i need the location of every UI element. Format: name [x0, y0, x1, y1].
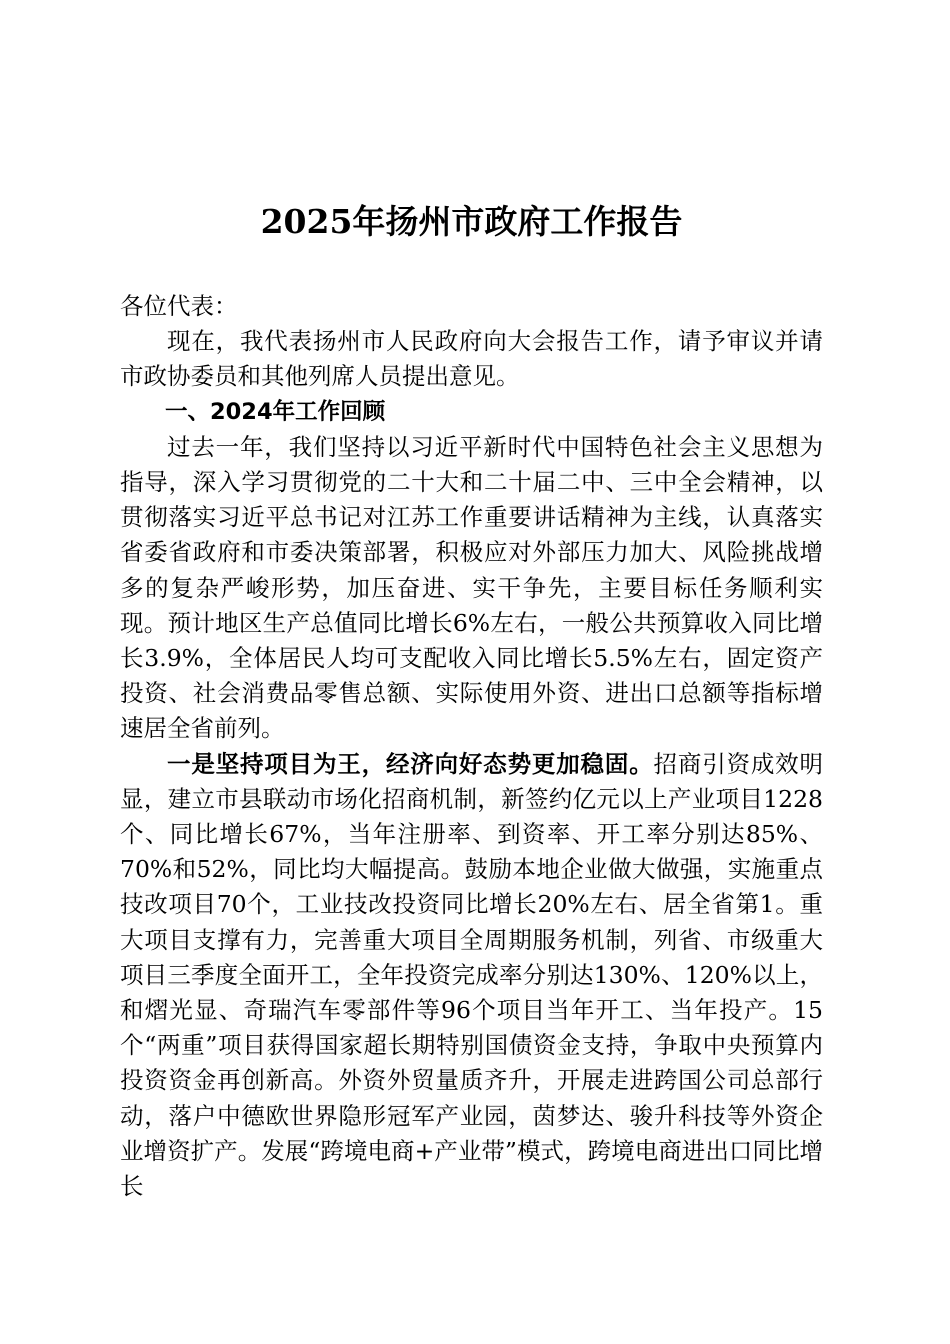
- section-heading: 一、2024年工作回顾: [165, 398, 386, 425]
- salutation: 各位代表：: [120, 292, 238, 320]
- project-paragraph-lead: 一是坚持项目为王，经济向好态势更加稳固。: [167, 749, 654, 778]
- intro-paragraph: 现在，我代表扬州市人民政府向大会报告工作，请予审议并请市政协委员和其他列席人员提出意见。: [120, 327, 823, 391]
- review-paragraph: 过去一年，我们坚持以习近平新时代中国特色社会主义思想为指导，深入学习贯彻党的二十大和二十届二中、三中全会精神，以贯彻落实习近平总书记对江苏工作重要讲话精神为主线，认真落实省委省政府和市委决策部署，积极应对外部压力加大、风险挑战增多的复杂严峻形势，加压奋进、实干争先，主要目标任务顺利实现。预计地区生产总值同比增长6%左右，一般公共预算收入同比增长3.9%，全体居民人均可支配收入同比增长5.5%左右，固定资产投资、社会消费品零售总额、实际使用外资、进出口总额等指标增速居全省前列。: [120, 432, 823, 743]
- document-body: [120, 289, 823, 1204]
- project-paragraph-body: 招商引资成效明显，建立市县联动市场化招商机制，新签约亿元以上产业项目1228个、同比增长67%，当年注册率、到资率、开工率分别达85%、70%和52%，同比均大幅提高。鼓励本地企业做大做强，实施重点技改项目70个，工业技改投资同比增长20%左右、居全省第1。重大项目支撑有力，完善重大项目全周期服务机制，列省、市级重大项目三季度全面开工，全年投资完成率分别达130%、120%以上，和熠光显、奇瑞汽车零部件等96个项目当年开工、当年投产。15个“两重”项目获得国家超长期特别国债资金支持，争取中央预算内投资资金再创新高。外资外贸量质齐升，开展走进跨国公司总部行动，落户中德欧世界隐形冠军产业园，茵梦达、骏升科技等外资企业增资扩产。发展“跨境电商+产业带”模式，跨境电商进出口同比增长: [120, 749, 824, 1201]
- project-paragraph: [120, 747, 823, 1205]
- document-title: 2025年扬州市政府工作报告: [260, 202, 683, 241]
